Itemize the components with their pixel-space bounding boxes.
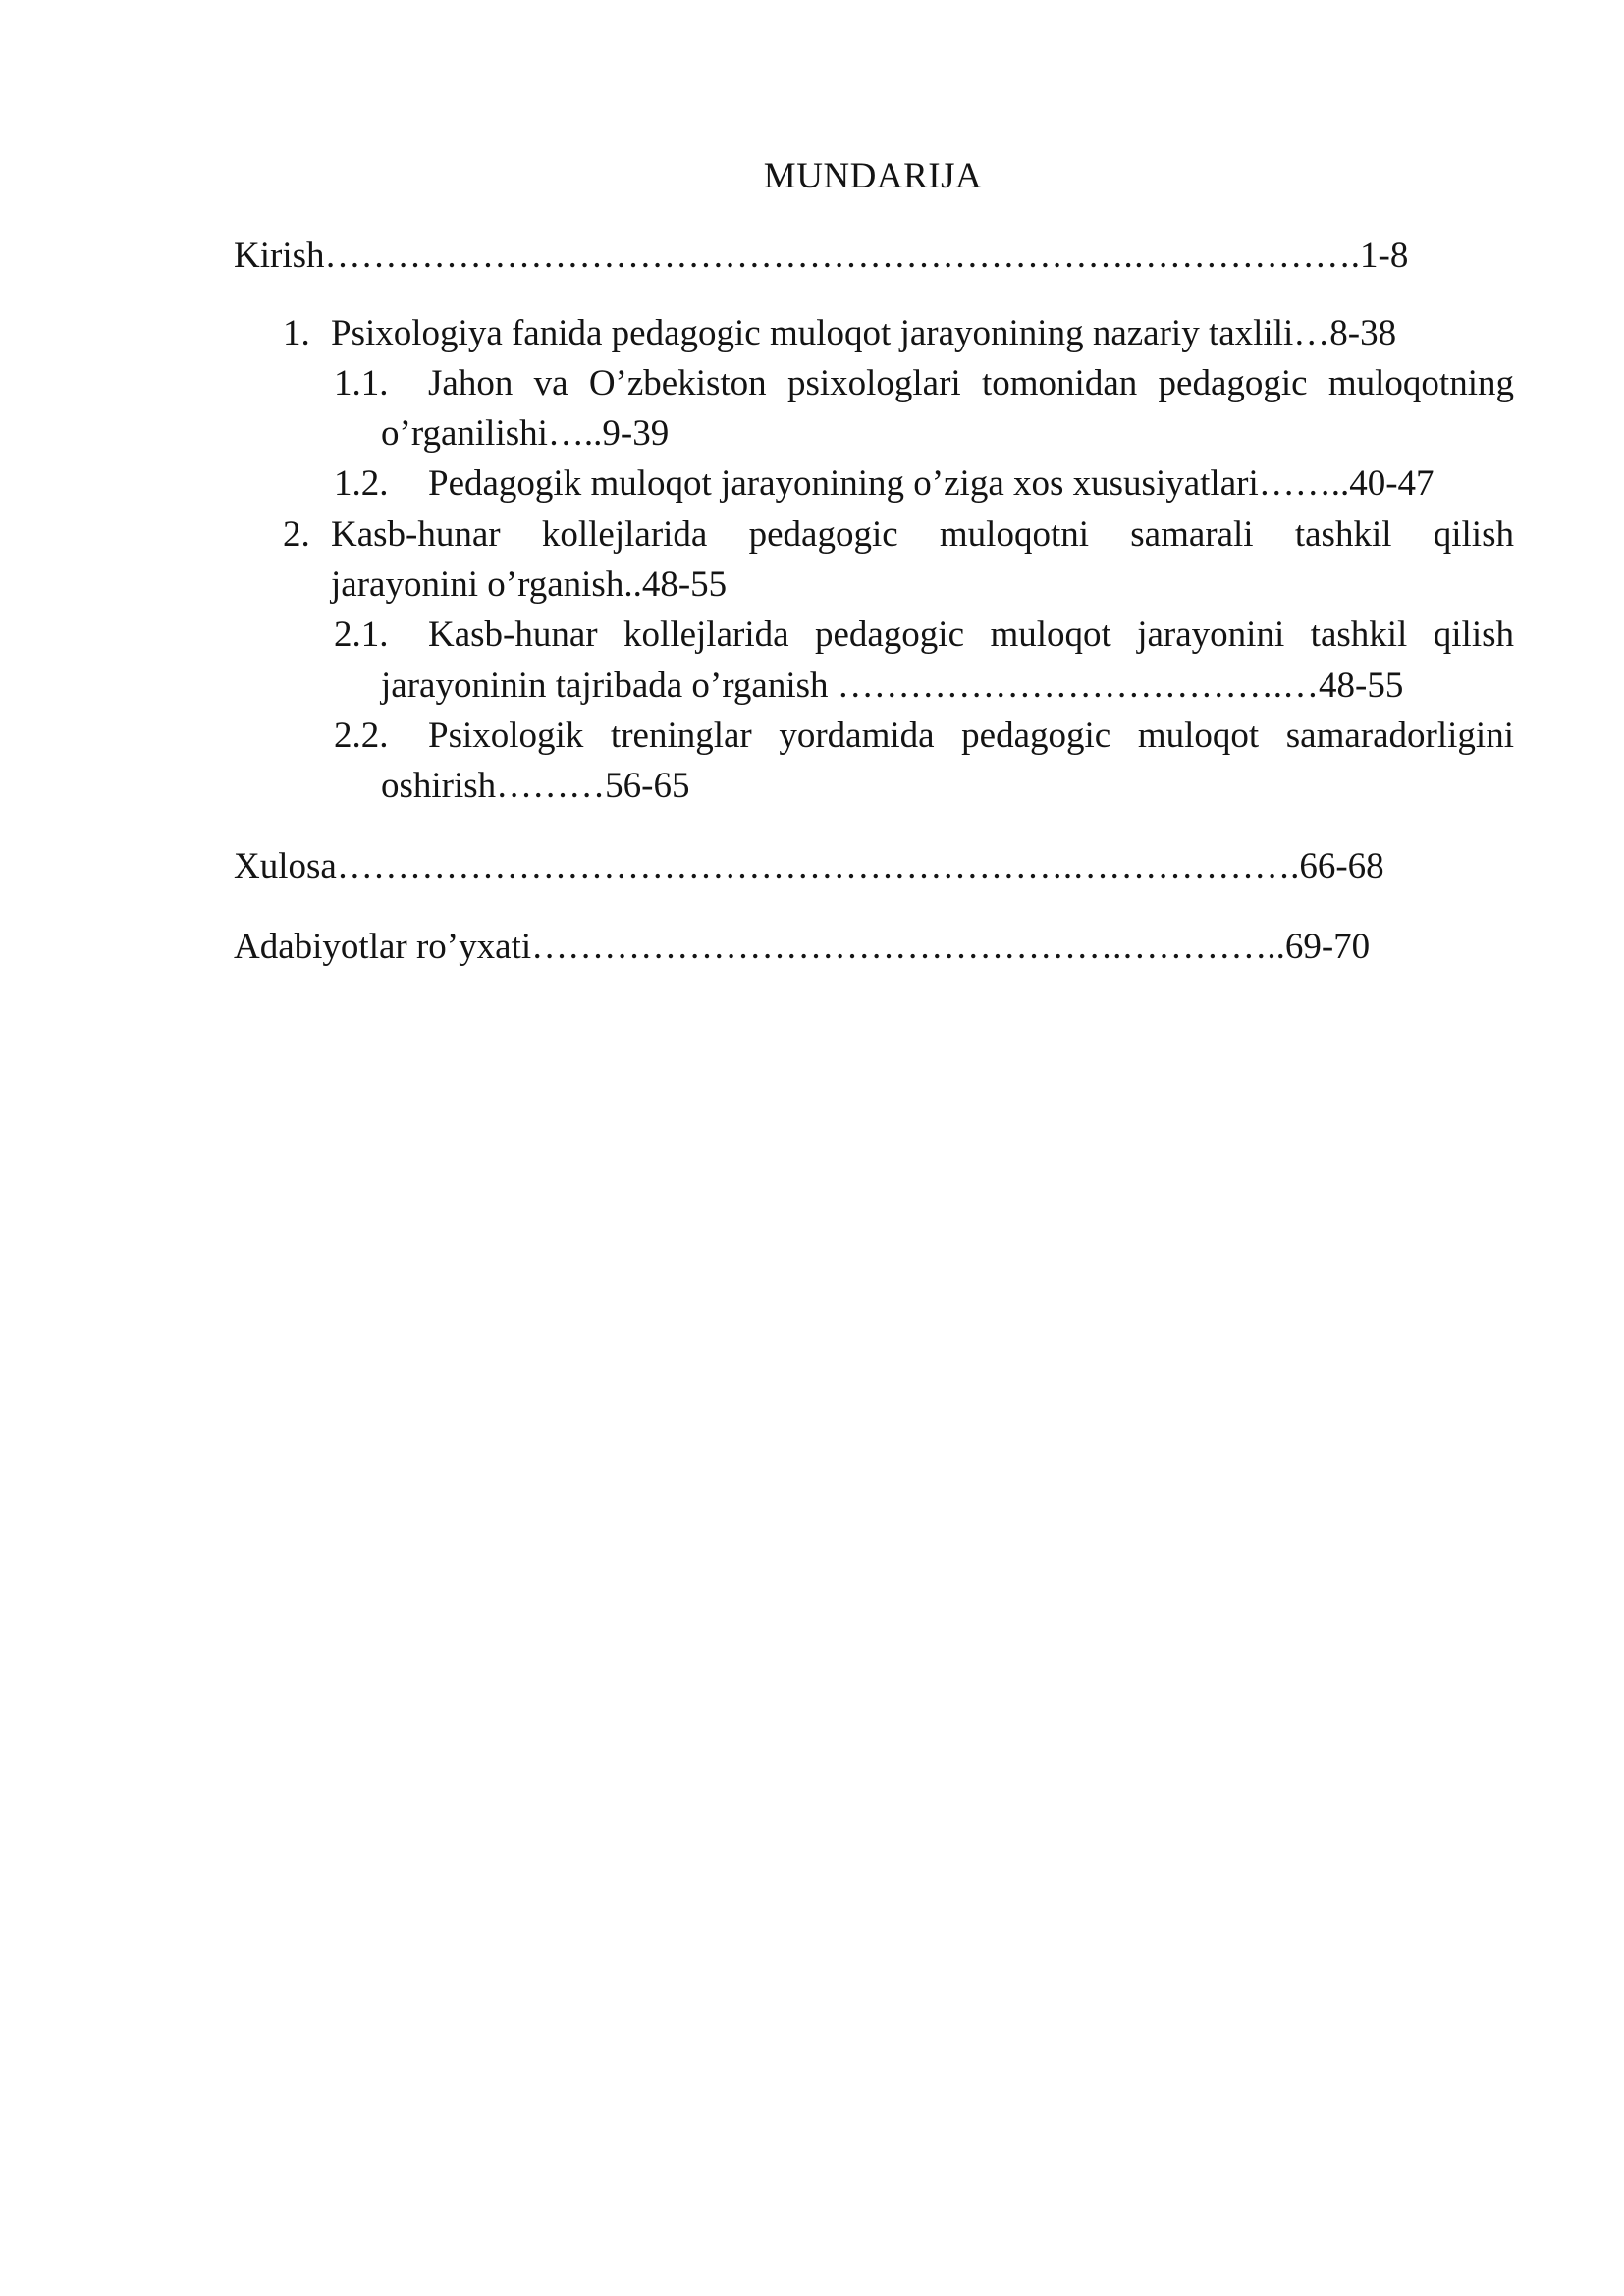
toc-entry-section-1-2-number: 1.2. — [334, 463, 389, 504]
toc-entry-section-2-1-line-2: jarayoninin tajribada o’rganish ……………………………….…48-55 — [381, 666, 1404, 706]
toc-title: MUNDARIJA — [763, 156, 983, 196]
toc-entry-section-1-2: Pedagogik muloqot jarayonining o’ziga xos xususiyatlari……..40-47 — [428, 463, 1435, 504]
toc-entry-section-2-2-line-1: Psixologik treninglar yordamida pedagogic muloqot samaradorligini — [428, 716, 1514, 756]
toc-entry-chapter-1-number: 1. — [283, 313, 310, 353]
toc-entry-adabiyotlar: Adabiyotlar ro’yxati………………………………………….…………..69-70 — [234, 927, 1371, 967]
toc-entry-section-1-1-number: 1.1. — [334, 363, 389, 403]
toc-entry-section-2-2-number: 2.2. — [334, 716, 389, 756]
toc-entry-section-2-2-line-2: oshirish………56-65 — [381, 766, 690, 806]
toc-entry-kirish: Kirish………………………………………………………….……………….1-8 — [234, 236, 1409, 276]
toc-entry-chapter-1: Psixologiya fanida pedagogic muloqot jarayonining nazariy taxlili…8-38 — [331, 313, 1397, 353]
toc-entry-section-2-1-line-1: Kasb-hunar kollejlarida pedagogic muloqot jarayonini tashkil qilish — [428, 614, 1514, 655]
toc-entry-xulosa: Xulosa…………………………………………………….……………….66-68 — [234, 846, 1384, 886]
toc-entry-section-1-1-line-2: o’rganilishi…..9-39 — [381, 413, 670, 454]
toc-entry-section-2-1-number: 2.1. — [334, 614, 389, 655]
toc-entry-section-1-1-line-1: Jahon va O’zbekiston psixologlari tomonidan pedagogic muloqotning — [428, 363, 1514, 403]
toc-entry-chapter-2-line-1: Kasb-hunar kollejlarida pedagogic muloqotni samarali tashkil qilish — [331, 514, 1514, 555]
toc-entry-chapter-2-line-2: jarayonini o’rganish..48-55 — [331, 564, 728, 605]
toc-entry-chapter-2-number: 2. — [283, 514, 310, 555]
